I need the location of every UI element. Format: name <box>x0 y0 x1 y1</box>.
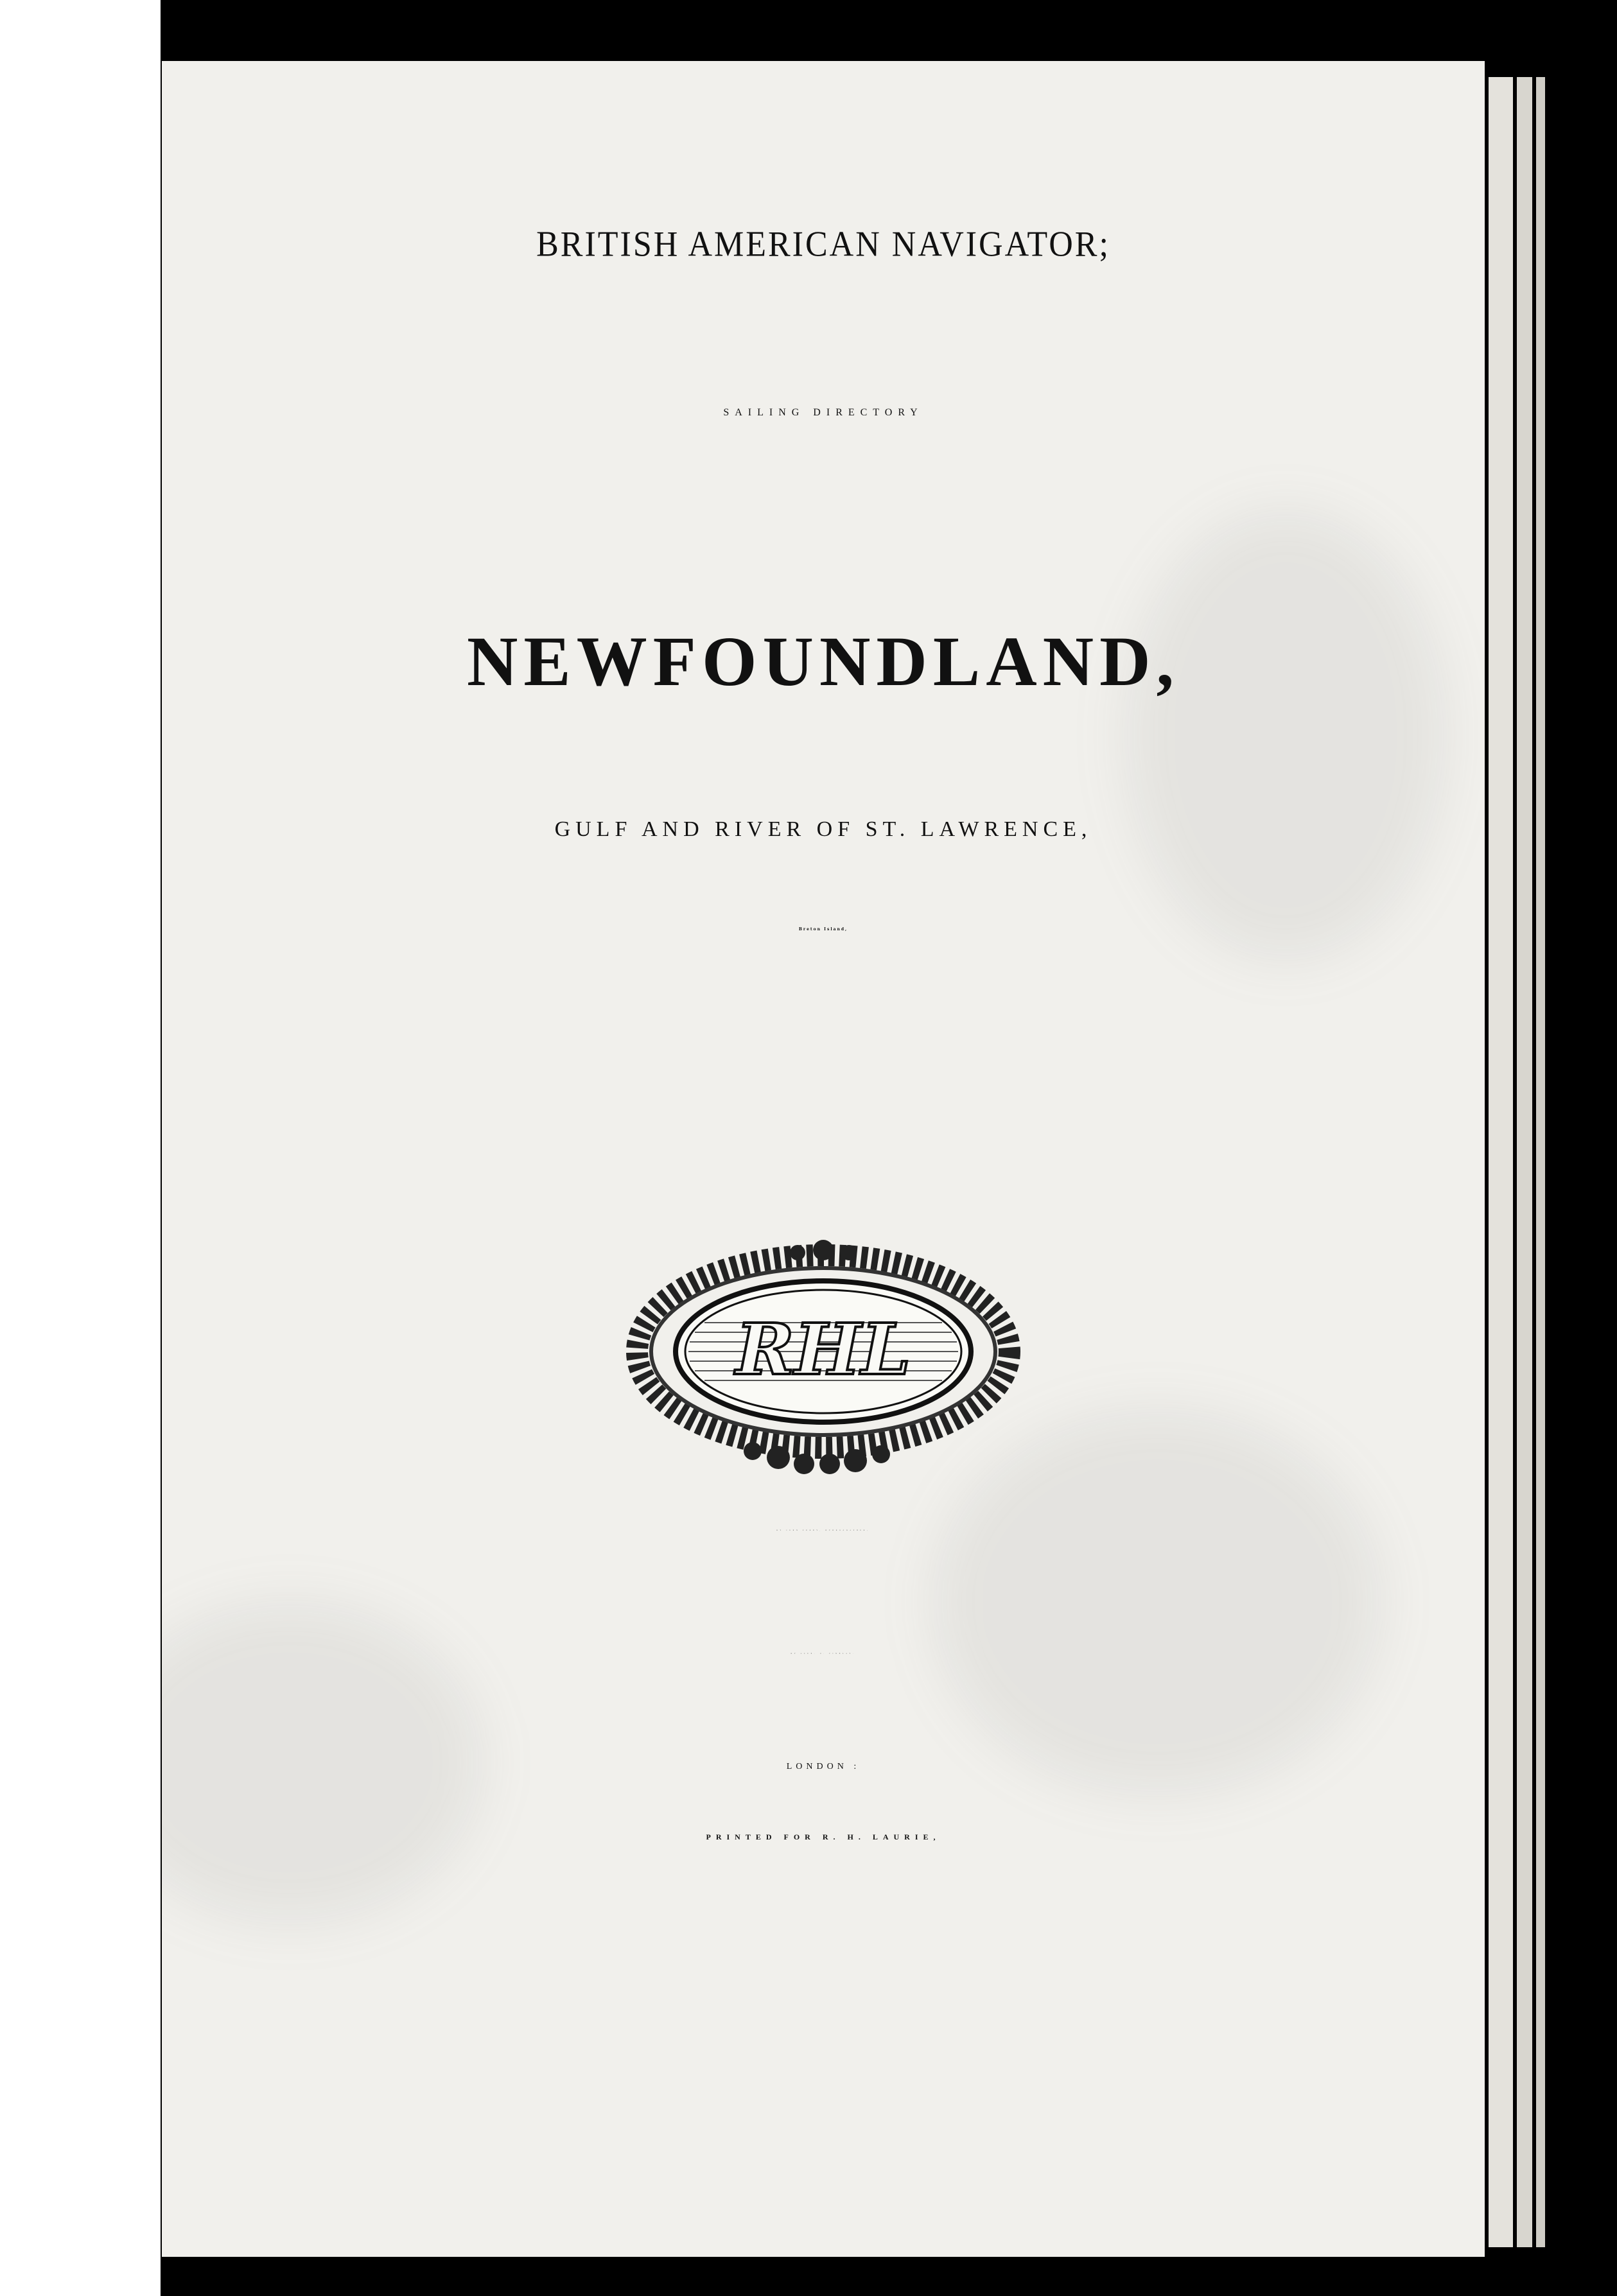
main-title: BRITISH AMERICAN NAVIGATOR; <box>536 224 1110 265</box>
page-edge <box>1536 77 1545 2247</box>
paper-stain <box>1125 510 1446 960</box>
imprint-city: LONDON : <box>786 1762 861 1771</box>
page-edge <box>1489 77 1513 2247</box>
breton-island-heading: Breton Island, <box>798 927 848 932</box>
monogram: RHL <box>735 1308 911 1391</box>
newfoundland-heading: NEWFOUNDLAND, <box>466 622 1180 700</box>
author-purdy: BY JOHN PURDY, HYDROGRAPHER; <box>776 1530 870 1531</box>
blank-margin <box>0 0 161 2296</box>
page-edge <box>1517 77 1532 2247</box>
printer-line: PRINTED FOR R. H. LAURIE, <box>706 1832 941 1841</box>
gulf-heading: GULF AND RIVER OF ST. LAWRENCE, <box>554 817 1092 841</box>
author-findlay: BY ALEX. G. FINDLAY. <box>791 1653 856 1655</box>
title-page <box>162 61 1485 2257</box>
subtitle: SAILING DIRECTORY <box>723 407 923 418</box>
wreath-monogram-emblem <box>618 1236 1029 1480</box>
